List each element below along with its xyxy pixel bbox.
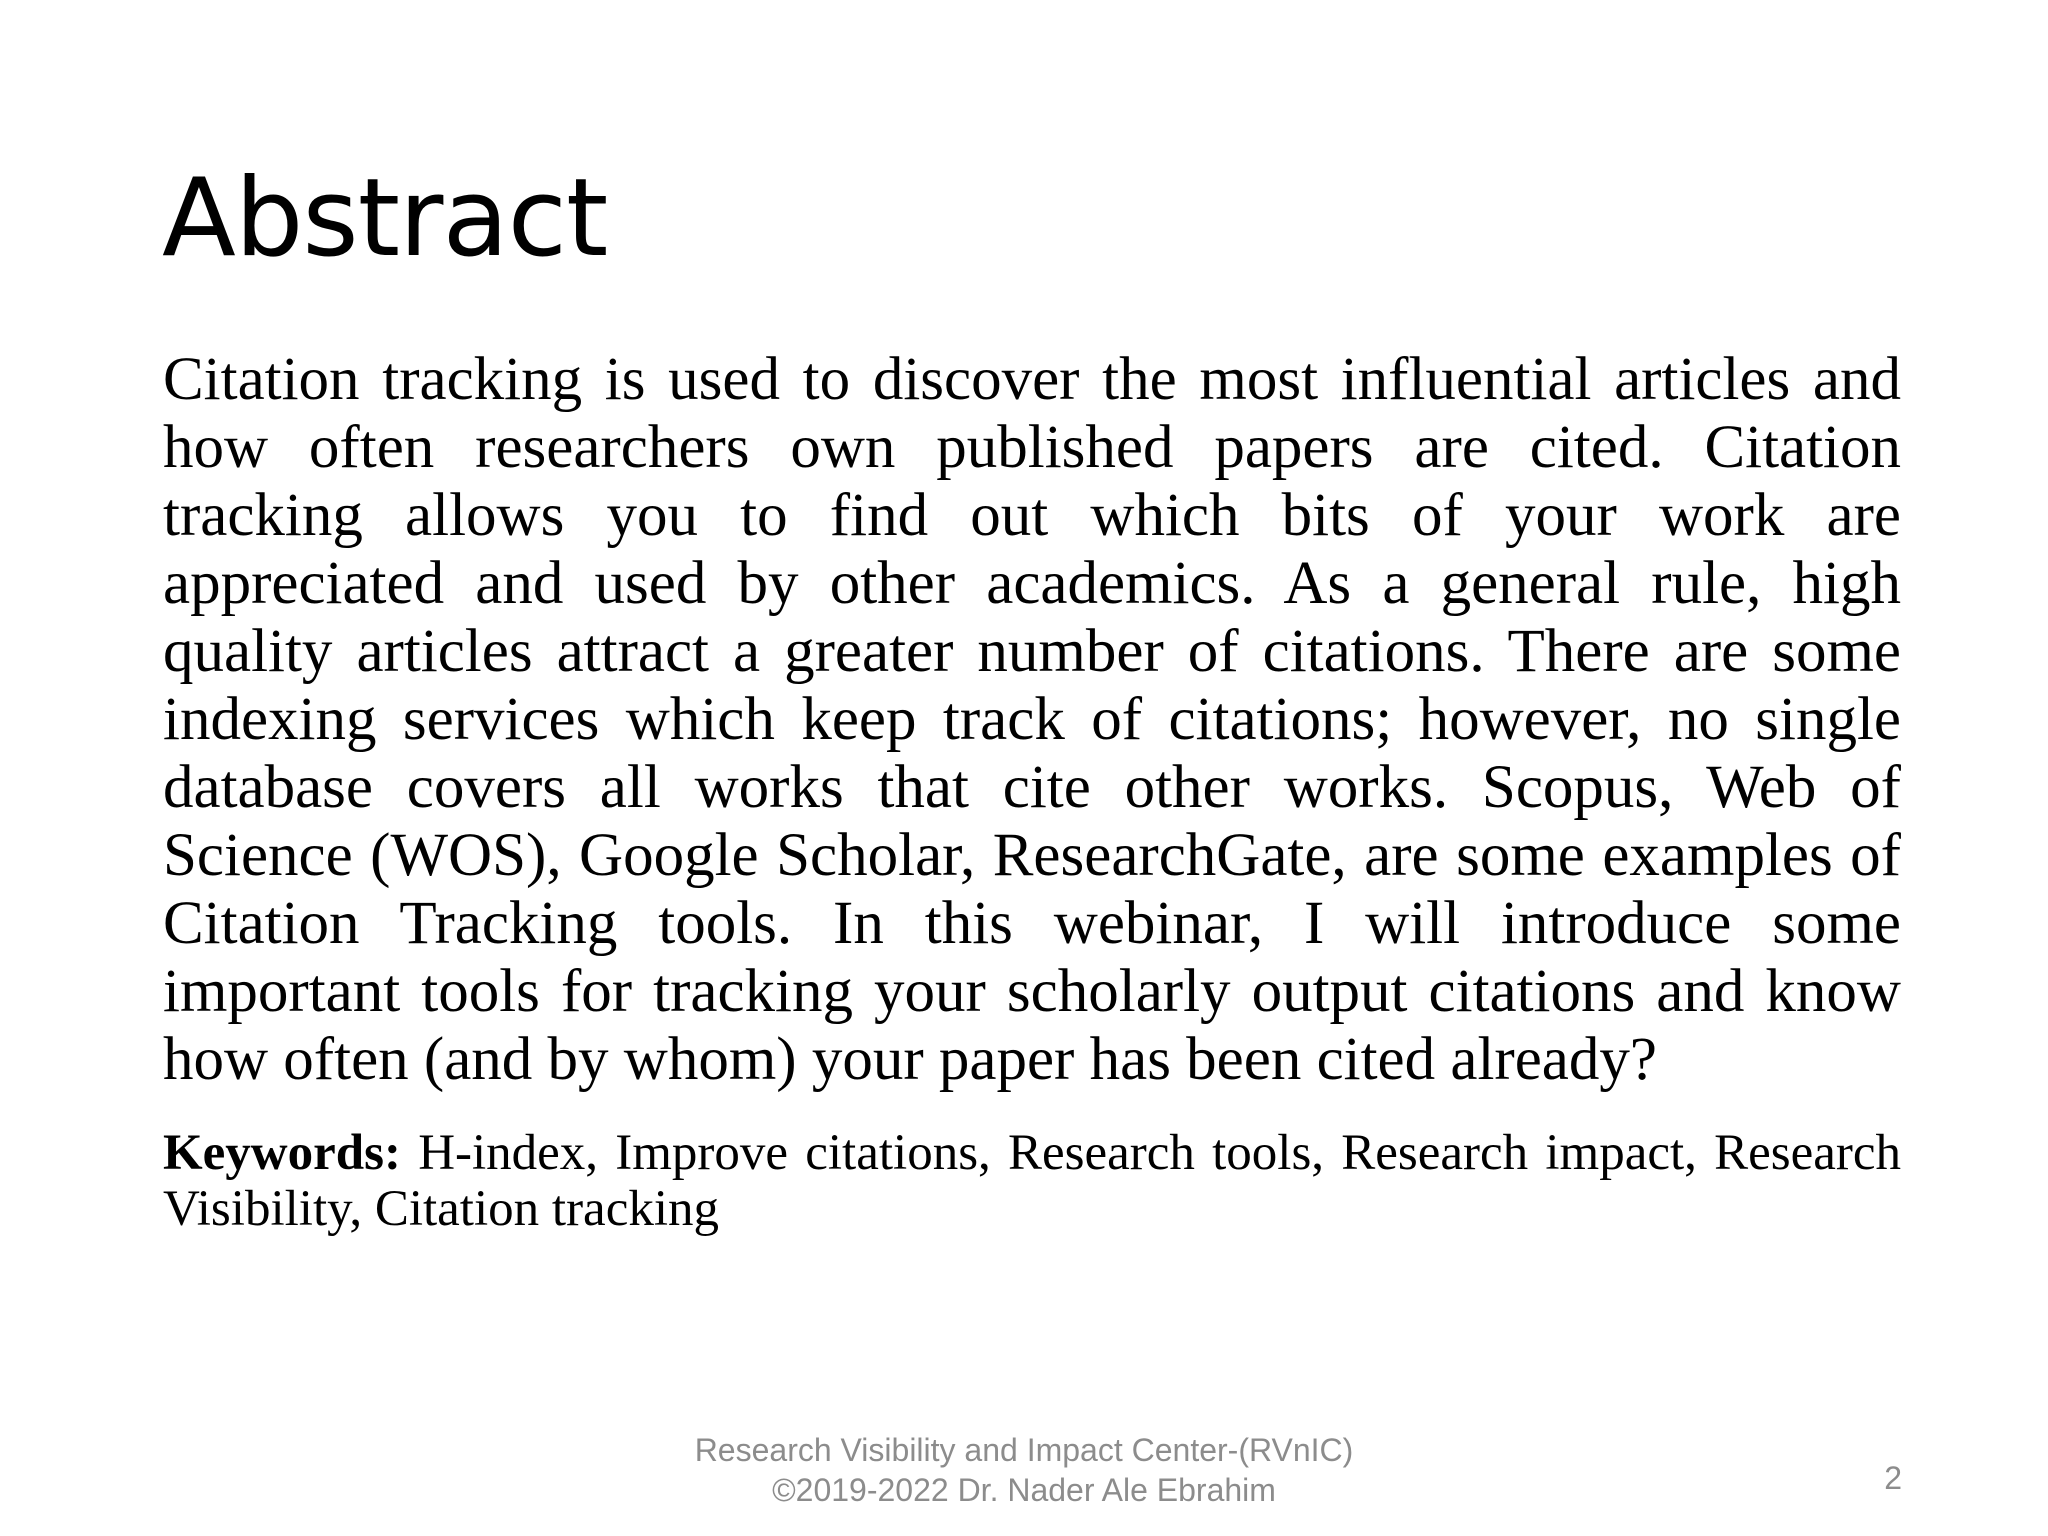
footer-copyright: ©2019-2022 Dr. Nader Ale Ebrahim [772,1472,1276,1508]
keywords-label: Keywords: [163,1125,401,1181]
keywords-paragraph [163,1125,1901,1237]
page-number: 2 [1884,1460,1902,1496]
footer-organization: Research Visibility and Impact Center-(RVnIC) [694,1432,1354,1468]
slide-title: Abstract [162,156,608,281]
footer [624,1430,1424,1510]
keywords-text: H-index, Improve citations, Research tools, Research impact, Research Visibility, Citation tracking [163,1125,1901,1237]
abstract-paragraph: Citation tracking is used to discover the most influential articles and how often researchers own published papers are cited. Citation tracking allows you to find out which bits of your work are appreciated and used by other academics. As a general rule, high quality articles attract a greater number of citations. There are some indexing services which keep track of citations; however, no single database covers all works that cite other works. Scopus, Web of Science (WOS), Google Scholar, ResearchGate, are some examples of Citation Tracking tools. In this webinar, I will introduce some important tools for tracking your scholarly output citations and know how often (and by whom) your paper has been cited already? [163,346,1901,1093]
